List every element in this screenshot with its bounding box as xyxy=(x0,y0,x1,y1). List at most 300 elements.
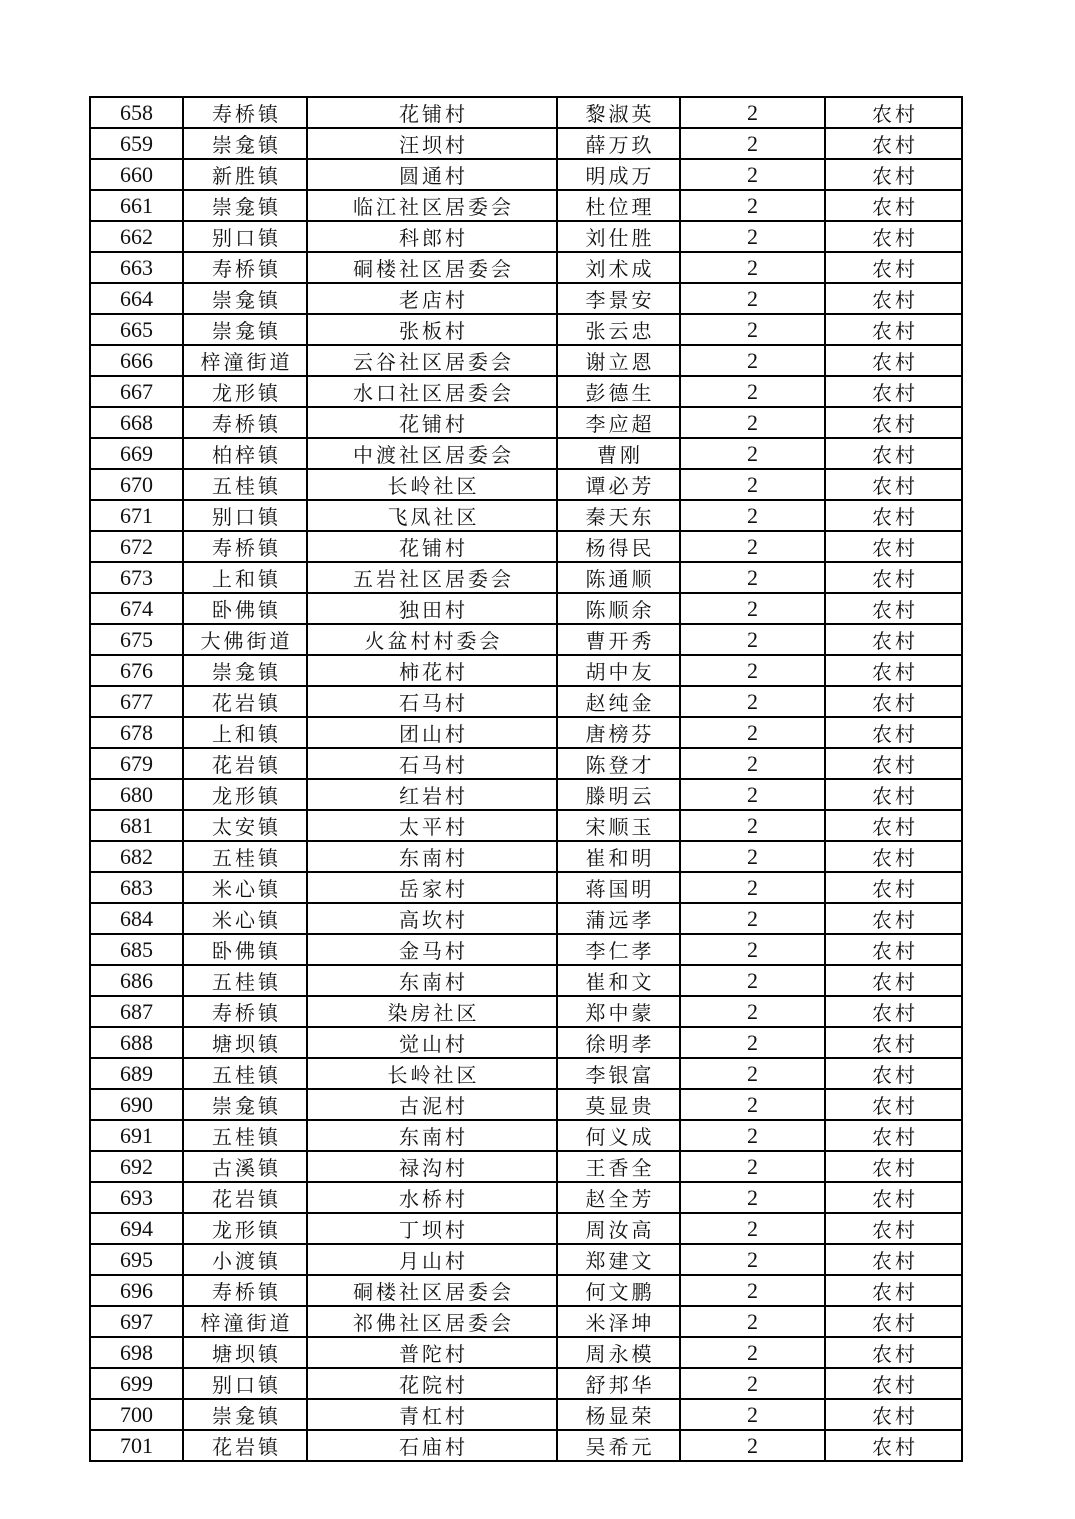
cell-village: 老店村 xyxy=(307,283,557,314)
cell-count: 2 xyxy=(680,159,825,190)
table-row xyxy=(90,407,962,438)
cell-index: 688 xyxy=(90,1027,183,1058)
cell-village: 临江社区居委会 xyxy=(307,190,557,221)
cell-count: 2 xyxy=(680,965,825,996)
cell-town: 崇龛镇 xyxy=(183,1089,307,1120)
cell-count: 2 xyxy=(680,779,825,810)
cell-count: 2 xyxy=(680,1337,825,1368)
cell-count: 2 xyxy=(680,1058,825,1089)
cell-index: 667 xyxy=(90,376,183,407)
table-row xyxy=(90,531,962,562)
cell-person: 米泽坤 xyxy=(557,1306,680,1337)
table-row xyxy=(90,1430,962,1461)
cell-person: 杜位理 xyxy=(557,190,680,221)
cell-index: 694 xyxy=(90,1213,183,1244)
cell-town: 龙形镇 xyxy=(183,376,307,407)
cell-person: 崔和明 xyxy=(557,841,680,872)
cell-village: 硐楼社区居委会 xyxy=(307,252,557,283)
cell-count: 2 xyxy=(680,996,825,1027)
cell-town: 梓潼街道 xyxy=(183,1306,307,1337)
cell-count: 2 xyxy=(680,221,825,252)
cell-index: 695 xyxy=(90,1244,183,1275)
cell-town: 龙形镇 xyxy=(183,1213,307,1244)
cell-person: 刘术成 xyxy=(557,252,680,283)
cell-town: 上和镇 xyxy=(183,562,307,593)
cell-person: 蒋国明 xyxy=(557,872,680,903)
cell-count: 2 xyxy=(680,469,825,500)
cell-category: 农村 xyxy=(825,593,962,624)
cell-index: 685 xyxy=(90,934,183,965)
cell-category: 农村 xyxy=(825,190,962,221)
cell-index: 684 xyxy=(90,903,183,934)
cell-town: 古溪镇 xyxy=(183,1151,307,1182)
cell-index: 660 xyxy=(90,159,183,190)
cell-village: 东南村 xyxy=(307,1120,557,1151)
cell-person: 唐榜芬 xyxy=(557,717,680,748)
table-body xyxy=(90,97,962,1461)
cell-category: 农村 xyxy=(825,1244,962,1275)
cell-town: 寿桥镇 xyxy=(183,531,307,562)
cell-index: 689 xyxy=(90,1058,183,1089)
cell-town: 卧佛镇 xyxy=(183,934,307,965)
cell-village: 石马村 xyxy=(307,748,557,779)
cell-village: 石马村 xyxy=(307,686,557,717)
cell-person: 谢立恩 xyxy=(557,345,680,376)
cell-category: 农村 xyxy=(825,221,962,252)
cell-category: 农村 xyxy=(825,1337,962,1368)
cell-category: 农村 xyxy=(825,748,962,779)
cell-town: 寿桥镇 xyxy=(183,1275,307,1306)
cell-category: 农村 xyxy=(825,407,962,438)
table-row xyxy=(90,1089,962,1120)
cell-count: 2 xyxy=(680,190,825,221)
cell-village: 花铺村 xyxy=(307,531,557,562)
cell-index: 673 xyxy=(90,562,183,593)
cell-count: 2 xyxy=(680,841,825,872)
cell-village: 青杠村 xyxy=(307,1399,557,1430)
cell-village: 丁坝村 xyxy=(307,1213,557,1244)
cell-category: 农村 xyxy=(825,314,962,345)
cell-village: 岳家村 xyxy=(307,872,557,903)
cell-person: 杨显荣 xyxy=(557,1399,680,1430)
cell-index: 691 xyxy=(90,1120,183,1151)
cell-index: 677 xyxy=(90,686,183,717)
table-row xyxy=(90,1027,962,1058)
table-row xyxy=(90,1058,962,1089)
roster-table xyxy=(89,96,963,1462)
cell-town: 崇龛镇 xyxy=(183,128,307,159)
cell-index: 690 xyxy=(90,1089,183,1120)
cell-index: 666 xyxy=(90,345,183,376)
cell-person: 郑建文 xyxy=(557,1244,680,1275)
cell-index: 665 xyxy=(90,314,183,345)
cell-village: 祁佛社区居委会 xyxy=(307,1306,557,1337)
cell-index: 663 xyxy=(90,252,183,283)
cell-count: 2 xyxy=(680,624,825,655)
cell-category: 农村 xyxy=(825,128,962,159)
table-row xyxy=(90,97,962,128)
table-row xyxy=(90,1244,962,1275)
cell-village: 禄沟村 xyxy=(307,1151,557,1182)
cell-count: 2 xyxy=(680,1399,825,1430)
table-row xyxy=(90,1151,962,1182)
table-row xyxy=(90,903,962,934)
cell-category: 农村 xyxy=(825,159,962,190)
cell-person: 陈通顺 xyxy=(557,562,680,593)
cell-count: 2 xyxy=(680,283,825,314)
cell-town: 新胜镇 xyxy=(183,159,307,190)
cell-town: 梓潼街道 xyxy=(183,345,307,376)
cell-count: 2 xyxy=(680,934,825,965)
cell-category: 农村 xyxy=(825,686,962,717)
cell-index: 679 xyxy=(90,748,183,779)
cell-village: 古泥村 xyxy=(307,1089,557,1120)
cell-town: 别口镇 xyxy=(183,500,307,531)
cell-village: 水桥村 xyxy=(307,1182,557,1213)
cell-category: 农村 xyxy=(825,1368,962,1399)
cell-town: 五桂镇 xyxy=(183,841,307,872)
cell-category: 农村 xyxy=(825,1027,962,1058)
cell-village: 飞凤社区 xyxy=(307,500,557,531)
cell-town: 崇龛镇 xyxy=(183,190,307,221)
cell-category: 农村 xyxy=(825,655,962,686)
table-row xyxy=(90,314,962,345)
cell-town: 五桂镇 xyxy=(183,965,307,996)
cell-count: 2 xyxy=(680,97,825,128)
cell-count: 2 xyxy=(680,872,825,903)
cell-village: 柿花村 xyxy=(307,655,557,686)
cell-village: 石庙村 xyxy=(307,1430,557,1461)
cell-index: 697 xyxy=(90,1306,183,1337)
cell-index: 671 xyxy=(90,500,183,531)
table-row xyxy=(90,996,962,1027)
table-row xyxy=(90,221,962,252)
cell-person: 曹开秀 xyxy=(557,624,680,655)
cell-person: 杨得民 xyxy=(557,531,680,562)
cell-category: 农村 xyxy=(825,1120,962,1151)
cell-index: 661 xyxy=(90,190,183,221)
cell-count: 2 xyxy=(680,686,825,717)
cell-category: 农村 xyxy=(825,500,962,531)
cell-index: 672 xyxy=(90,531,183,562)
cell-village: 五岩社区居委会 xyxy=(307,562,557,593)
cell-village: 汪坝村 xyxy=(307,128,557,159)
cell-town: 五桂镇 xyxy=(183,469,307,500)
cell-count: 2 xyxy=(680,500,825,531)
cell-person: 赵纯金 xyxy=(557,686,680,717)
cell-category: 农村 xyxy=(825,1151,962,1182)
cell-village: 高坎村 xyxy=(307,903,557,934)
cell-index: 670 xyxy=(90,469,183,500)
cell-category: 农村 xyxy=(825,376,962,407)
cell-category: 农村 xyxy=(825,872,962,903)
cell-town: 花岩镇 xyxy=(183,686,307,717)
cell-category: 农村 xyxy=(825,97,962,128)
cell-index: 699 xyxy=(90,1368,183,1399)
cell-category: 农村 xyxy=(825,1182,962,1213)
cell-index: 701 xyxy=(90,1430,183,1461)
cell-count: 2 xyxy=(680,1027,825,1058)
cell-count: 2 xyxy=(680,1213,825,1244)
cell-count: 2 xyxy=(680,252,825,283)
table-row xyxy=(90,779,962,810)
cell-count: 2 xyxy=(680,810,825,841)
cell-count: 2 xyxy=(680,1306,825,1337)
table-row xyxy=(90,1399,962,1430)
cell-index: 662 xyxy=(90,221,183,252)
cell-count: 2 xyxy=(680,1244,825,1275)
table-row xyxy=(90,1337,962,1368)
table-row xyxy=(90,934,962,965)
table-row xyxy=(90,624,962,655)
cell-count: 2 xyxy=(680,1151,825,1182)
cell-category: 农村 xyxy=(825,810,962,841)
cell-village: 觉山村 xyxy=(307,1027,557,1058)
cell-count: 2 xyxy=(680,407,825,438)
cell-town: 五桂镇 xyxy=(183,1120,307,1151)
cell-village: 水口社区居委会 xyxy=(307,376,557,407)
table-row xyxy=(90,376,962,407)
cell-index: 678 xyxy=(90,717,183,748)
cell-town: 卧佛镇 xyxy=(183,593,307,624)
cell-person: 徐明孝 xyxy=(557,1027,680,1058)
cell-count: 2 xyxy=(680,345,825,376)
cell-category: 农村 xyxy=(825,562,962,593)
cell-category: 农村 xyxy=(825,996,962,1027)
cell-village: 红岩村 xyxy=(307,779,557,810)
cell-town: 花岩镇 xyxy=(183,748,307,779)
cell-person: 吴希元 xyxy=(557,1430,680,1461)
table-row xyxy=(90,500,962,531)
cell-count: 2 xyxy=(680,376,825,407)
cell-person: 陈顺余 xyxy=(557,593,680,624)
table-row xyxy=(90,252,962,283)
cell-village: 张板村 xyxy=(307,314,557,345)
cell-person: 王香全 xyxy=(557,1151,680,1182)
table-row xyxy=(90,128,962,159)
table-row xyxy=(90,810,962,841)
cell-village: 月山村 xyxy=(307,1244,557,1275)
cell-town: 寿桥镇 xyxy=(183,97,307,128)
cell-town: 寿桥镇 xyxy=(183,996,307,1027)
cell-village: 圆通村 xyxy=(307,159,557,190)
table-row xyxy=(90,1120,962,1151)
cell-category: 农村 xyxy=(825,624,962,655)
cell-category: 农村 xyxy=(825,438,962,469)
cell-category: 农村 xyxy=(825,283,962,314)
cell-person: 陈登才 xyxy=(557,748,680,779)
cell-village: 团山村 xyxy=(307,717,557,748)
table-row xyxy=(90,965,962,996)
cell-town: 别口镇 xyxy=(183,1368,307,1399)
cell-index: 700 xyxy=(90,1399,183,1430)
cell-index: 676 xyxy=(90,655,183,686)
cell-index: 686 xyxy=(90,965,183,996)
cell-town: 小渡镇 xyxy=(183,1244,307,1275)
cell-town: 太安镇 xyxy=(183,810,307,841)
cell-count: 2 xyxy=(680,1368,825,1399)
cell-person: 曹刚 xyxy=(557,438,680,469)
table-row xyxy=(90,593,962,624)
cell-category: 农村 xyxy=(825,531,962,562)
cell-person: 李仁孝 xyxy=(557,934,680,965)
table-row xyxy=(90,748,962,779)
cell-index: 687 xyxy=(90,996,183,1027)
table-row xyxy=(90,1368,962,1399)
cell-index: 683 xyxy=(90,872,183,903)
cell-person: 宋顺玉 xyxy=(557,810,680,841)
cell-town: 米心镇 xyxy=(183,872,307,903)
cell-index: 682 xyxy=(90,841,183,872)
cell-village: 花铺村 xyxy=(307,407,557,438)
cell-person: 黎淑英 xyxy=(557,97,680,128)
cell-count: 2 xyxy=(680,531,825,562)
cell-count: 2 xyxy=(680,655,825,686)
cell-category: 农村 xyxy=(825,717,962,748)
cell-person: 崔和文 xyxy=(557,965,680,996)
cell-town: 崇龛镇 xyxy=(183,655,307,686)
table-row xyxy=(90,345,962,376)
cell-village: 长岭社区 xyxy=(307,469,557,500)
table-row xyxy=(90,283,962,314)
cell-town: 五桂镇 xyxy=(183,1058,307,1089)
table-row xyxy=(90,655,962,686)
cell-person: 蒲远孝 xyxy=(557,903,680,934)
cell-category: 农村 xyxy=(825,779,962,810)
cell-person: 薛万玖 xyxy=(557,128,680,159)
cell-village: 中渡社区居委会 xyxy=(307,438,557,469)
cell-index: 698 xyxy=(90,1337,183,1368)
cell-village: 东南村 xyxy=(307,965,557,996)
cell-count: 2 xyxy=(680,903,825,934)
cell-index: 681 xyxy=(90,810,183,841)
cell-person: 郑中蒙 xyxy=(557,996,680,1027)
cell-village: 染房社区 xyxy=(307,996,557,1027)
cell-town: 大佛街道 xyxy=(183,624,307,655)
cell-person: 周汝高 xyxy=(557,1213,680,1244)
cell-person: 张云忠 xyxy=(557,314,680,345)
cell-village: 太平村 xyxy=(307,810,557,841)
cell-town: 别口镇 xyxy=(183,221,307,252)
cell-village: 硐楼社区居委会 xyxy=(307,1275,557,1306)
cell-person: 舒邦华 xyxy=(557,1368,680,1399)
cell-person: 周永模 xyxy=(557,1337,680,1368)
cell-village: 火盆村村委会 xyxy=(307,624,557,655)
cell-person: 李景安 xyxy=(557,283,680,314)
cell-category: 农村 xyxy=(825,1058,962,1089)
cell-category: 农村 xyxy=(825,469,962,500)
cell-town: 米心镇 xyxy=(183,903,307,934)
cell-count: 2 xyxy=(680,438,825,469)
cell-index: 675 xyxy=(90,624,183,655)
cell-index: 696 xyxy=(90,1275,183,1306)
table-row xyxy=(90,562,962,593)
cell-count: 2 xyxy=(680,1275,825,1306)
cell-count: 2 xyxy=(680,1430,825,1461)
cell-village: 花铺村 xyxy=(307,97,557,128)
cell-index: 659 xyxy=(90,128,183,159)
cell-index: 669 xyxy=(90,438,183,469)
cell-category: 农村 xyxy=(825,1306,962,1337)
table-row xyxy=(90,686,962,717)
cell-person: 李应超 xyxy=(557,407,680,438)
cell-count: 2 xyxy=(680,1089,825,1120)
cell-category: 农村 xyxy=(825,345,962,376)
cell-person: 谭必芳 xyxy=(557,469,680,500)
table-row xyxy=(90,159,962,190)
cell-town: 花岩镇 xyxy=(183,1182,307,1213)
cell-index: 674 xyxy=(90,593,183,624)
cell-town: 上和镇 xyxy=(183,717,307,748)
cell-index: 693 xyxy=(90,1182,183,1213)
cell-category: 农村 xyxy=(825,903,962,934)
table-row xyxy=(90,469,962,500)
cell-person: 秦天东 xyxy=(557,500,680,531)
cell-village: 普陀村 xyxy=(307,1337,557,1368)
cell-person: 何文鹏 xyxy=(557,1275,680,1306)
cell-index: 664 xyxy=(90,283,183,314)
cell-town: 寿桥镇 xyxy=(183,252,307,283)
cell-town: 崇龛镇 xyxy=(183,1399,307,1430)
cell-category: 农村 xyxy=(825,1275,962,1306)
cell-village: 云谷社区居委会 xyxy=(307,345,557,376)
cell-person: 明成万 xyxy=(557,159,680,190)
cell-count: 2 xyxy=(680,1120,825,1151)
cell-count: 2 xyxy=(680,593,825,624)
cell-count: 2 xyxy=(680,717,825,748)
table-row xyxy=(90,438,962,469)
cell-person: 何义成 xyxy=(557,1120,680,1151)
table-row xyxy=(90,872,962,903)
cell-town: 崇龛镇 xyxy=(183,283,307,314)
cell-town: 龙形镇 xyxy=(183,779,307,810)
cell-category: 农村 xyxy=(825,934,962,965)
table-row xyxy=(90,1182,962,1213)
cell-index: 658 xyxy=(90,97,183,128)
cell-category: 农村 xyxy=(825,252,962,283)
cell-person: 胡中友 xyxy=(557,655,680,686)
table-row xyxy=(90,717,962,748)
cell-count: 2 xyxy=(680,1182,825,1213)
table-row xyxy=(90,841,962,872)
table-row xyxy=(90,1275,962,1306)
cell-count: 2 xyxy=(680,748,825,779)
cell-village: 科郎村 xyxy=(307,221,557,252)
cell-index: 692 xyxy=(90,1151,183,1182)
cell-person: 赵全芳 xyxy=(557,1182,680,1213)
cell-count: 2 xyxy=(680,128,825,159)
cell-town: 寿桥镇 xyxy=(183,407,307,438)
cell-village: 金马村 xyxy=(307,934,557,965)
cell-category: 农村 xyxy=(825,965,962,996)
table-row xyxy=(90,190,962,221)
cell-village: 花院村 xyxy=(307,1368,557,1399)
cell-person: 滕明云 xyxy=(557,779,680,810)
cell-category: 农村 xyxy=(825,1213,962,1244)
cell-category: 农村 xyxy=(825,1089,962,1120)
cell-town: 塘坝镇 xyxy=(183,1027,307,1058)
cell-village: 东南村 xyxy=(307,841,557,872)
cell-person: 彭德生 xyxy=(557,376,680,407)
cell-count: 2 xyxy=(680,562,825,593)
cell-village: 长岭社区 xyxy=(307,1058,557,1089)
cell-category: 农村 xyxy=(825,1430,962,1461)
cell-town: 塘坝镇 xyxy=(183,1337,307,1368)
cell-village: 独田村 xyxy=(307,593,557,624)
cell-category: 农村 xyxy=(825,841,962,872)
cell-person: 刘仕胜 xyxy=(557,221,680,252)
cell-person: 莫显贵 xyxy=(557,1089,680,1120)
